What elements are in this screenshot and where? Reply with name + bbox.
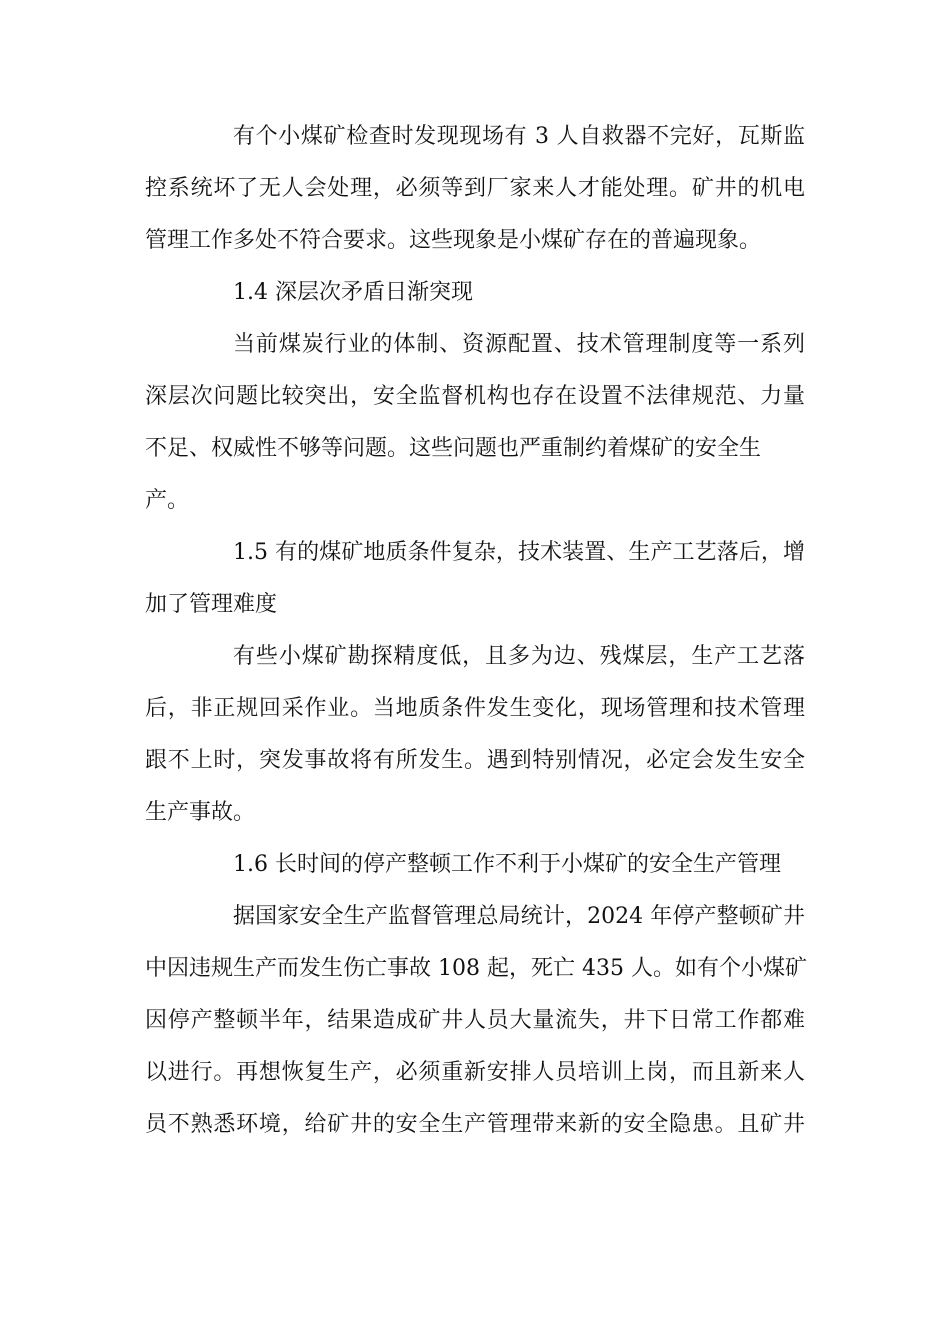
paragraph-deep-contradictions	[145, 319, 805, 527]
text-line: 跟不上时，突发事故将有所发生。遇到特别情况，必定会发生安全	[145, 748, 805, 773]
text-line: 不足、权威性不够等问题。这些问题也严重制约着煤矿的安全生	[145, 436, 762, 461]
text-line: 深层次问题比较突出，安全监督机构也存在设置不法律规范、力量	[145, 384, 805, 409]
text-line: 控系统坏了无人会处理，必须等到厂家来人才能处理。矿井的机电	[145, 176, 805, 201]
section-heading-1-6	[145, 839, 805, 891]
paragraph-geology-conditions	[145, 631, 805, 839]
text-line: 据国家安全生产监督管理总局统计，2024 年停产整顿矿井	[233, 904, 805, 929]
document-body	[145, 111, 805, 1151]
text-line: 以进行。再想恢复生产，必须重新安排人员培训上岗，而且新来人	[145, 1060, 805, 1085]
heading-line: 1.5 有的煤矿地质条件复杂，技术装置、生产工艺落后，增	[233, 540, 805, 565]
heading-line: 1.6 长时间的停产整顿工作不利于小煤矿的安全生产管理	[233, 852, 781, 877]
text-line: 管理工作多处不符合要求。这些现象是小煤矿存在的普遍现象。	[145, 228, 762, 253]
text-line: 生产事故。	[145, 800, 256, 825]
text-line: 有个小煤矿检查时发现现场有 3 人自救器不完好，瓦斯监	[233, 124, 805, 149]
text-line: 当前煤炭行业的体制、资源配置、技术管理制度等一系列	[233, 332, 805, 357]
text-line: 因停产整顿半年，结果造成矿井人员大量流失，井下日常工作都难	[145, 1008, 805, 1033]
heading-line: 1.4 深层次矛盾日渐突现	[233, 280, 473, 305]
section-heading-1-4	[145, 267, 805, 319]
heading-line: 加了管理难度	[145, 592, 278, 617]
text-line: 有些小煤矿勘探精度低，且多为边、残煤层，生产工艺落	[233, 644, 805, 669]
text-line: 产。	[145, 488, 190, 513]
paragraph-shutdown-statistics	[145, 891, 805, 1151]
section-heading-1-5	[145, 527, 805, 631]
text-line: 员不熟悉环境，给矿井的安全生产管理带来新的安全隐患。且矿井	[145, 1112, 805, 1137]
text-line: 中因违规生产而发生伤亡事故 108 起，死亡 435 人。如有个小煤矿	[145, 956, 807, 981]
text-line: 后，非正规回采作业。当地质条件发生变化，现场管理和技术管理	[145, 696, 805, 721]
paragraph-self-rescuer-issues	[145, 111, 805, 267]
